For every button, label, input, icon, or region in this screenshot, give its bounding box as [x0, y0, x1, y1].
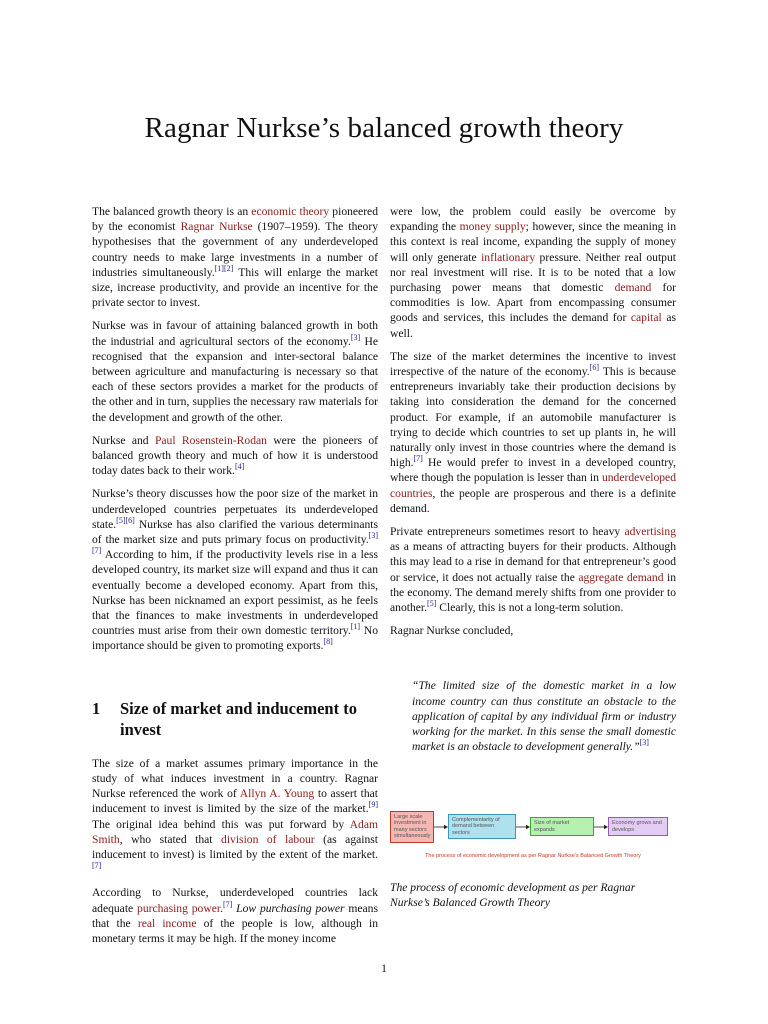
body-text: He recognised that the expansion and inter-sectoral balance between agriculture and manufacturing is necessary so that each of these sectors provides a market for the products of the other and in turn, supplies the necessary raw materials for the development and growth of the other.	[92, 334, 378, 424]
concluded-paragraph	[390, 623, 676, 638]
intro-paragraph	[92, 204, 378, 310]
section-number: 1	[92, 698, 101, 718]
wiki-link[interactable]: Ragnar Nurkse	[180, 220, 253, 234]
citation-ref[interactable]: [3]	[350, 332, 361, 342]
citation-ref[interactable]: [1][2]	[214, 263, 234, 273]
body-text: , the people are prosperous and there is a definite demand.	[390, 486, 676, 515]
balanced-sectors-paragraph	[92, 318, 378, 424]
emphasis-text: Low purchasing power	[236, 901, 345, 915]
citation-ref[interactable]: [3]	[639, 738, 649, 748]
body-text: .	[220, 901, 223, 915]
body-text: Private entrepreneurs sometimes resort to heavy	[390, 525, 625, 539]
wiki-link[interactable]: advertising	[624, 525, 676, 539]
wiki-link[interactable]: demand	[614, 281, 652, 295]
flow-box-economy-grows: Economy grows and develops	[608, 817, 668, 836]
body-text: for commodities is low. Apart from encompassing consumer goods and services, this includes the demand for	[390, 281, 676, 325]
body-text: “The limited size of the domestic market in a low income country can thus constitute an obstacle to the application of capital by any individual firm or industry working for the market. In this sense the small domestic market is an obstacle to development generally.”	[412, 679, 676, 754]
nurkse-quote	[412, 678, 676, 754]
wiki-link[interactable]: inflationary	[481, 250, 536, 264]
wiki-link[interactable]: underdeveloped countries	[390, 471, 676, 500]
wiki-link[interactable]: division of labour	[221, 832, 315, 846]
body-text: in the economy. The demand merely shifts from one provider to another.	[390, 570, 677, 615]
body-text: (as against inducement to invest) is limited by the extent of the market.	[92, 832, 379, 861]
money-supply-paragraph	[390, 204, 676, 341]
body-text: Nurkse was in favour of attaining balanced growth in both the industrial and agricultural sectors of the economy.	[92, 319, 378, 348]
body-text: as well.	[390, 311, 676, 340]
body-text: to assert that inducement to invest is limited by the size of the market.	[92, 787, 379, 816]
incentive-paragraph	[390, 349, 676, 516]
body-text: of the people is low, although in monetary terms it may be high. If the money income	[92, 916, 378, 945]
wiki-link[interactable]: real income	[137, 916, 197, 930]
citation-ref[interactable]: [1]	[350, 622, 361, 632]
pioneers-paragraph	[92, 433, 378, 479]
figure-caption: The process of economic development as per Ragnar Nurkse’s Balanced Growth Theory	[390, 880, 636, 909]
citation-ref[interactable]: [7]	[413, 454, 423, 464]
citation-ref[interactable]: [5]	[427, 599, 437, 609]
body-text: were the pioneers of balanced growth theory and much of how it is understood today dates back to their work.	[92, 433, 378, 478]
body-text: He would prefer to invest in a developed country, where though the population is lesser than in	[390, 456, 676, 485]
wiki-link[interactable]: economic theory	[251, 205, 330, 218]
advertising-paragraph	[390, 524, 676, 615]
body-text: Nurkse and	[92, 433, 155, 447]
body-text: Clearly, this is not a long-term solution.	[436, 601, 624, 615]
market-importance-paragraph	[92, 756, 378, 878]
citation-ref[interactable]: [5][6]	[116, 516, 135, 525]
wiki-link[interactable]: purchasing power	[137, 901, 221, 915]
body-text: , who stated that	[119, 832, 222, 846]
body-text: pressure. Neither real output nor real investment will rise. It is to be noted that a low purchasing power means that domestic	[390, 250, 676, 295]
citation-ref[interactable]: [4]	[234, 462, 245, 472]
body-text: Ragnar Nurkse concluded,	[390, 624, 514, 638]
flow-box-complementarity: Complementarity of demand between sectors	[448, 814, 516, 840]
citation-ref[interactable]: [8]	[323, 637, 333, 647]
body-text: Nurkse’s theory discusses how the poor size of the market in underdeveloped countries perpetuates its underdeveloped state.	[92, 487, 378, 531]
right-column	[390, 204, 676, 910]
body-text: This will enlarge the market size, increase productivity, and provide an incentive for the private sector to invest.	[92, 265, 378, 310]
wiki-link[interactable]: aggregate demand	[578, 570, 664, 584]
wiki-link[interactable]: Allyn A. Young	[239, 787, 315, 801]
market-size-paragraph	[92, 486, 378, 653]
wiki-link[interactable]: Paul Rosenstein-Rodan	[154, 433, 267, 447]
section-heading	[92, 698, 378, 740]
purchasing-power-paragraph	[92, 885, 378, 946]
page-title: Ragnar Nurkse’s balanced growth theory	[144, 112, 624, 144]
wiki-link[interactable]: capital	[630, 311, 662, 325]
arrow-right-icon	[434, 824, 448, 830]
citation-ref[interactable]: [7]	[222, 899, 233, 909]
flow-caption: The process of economic development as per Ragnar Nurkse's Balanced Growth Theory	[425, 852, 641, 859]
citation-ref[interactable]: [3][7]	[92, 531, 378, 556]
citation-ref[interactable]: [6]	[589, 363, 599, 373]
wiki-link[interactable]: Adam Smith	[92, 817, 378, 846]
body-text: as a means of attracting buyers for their products. Although this may lead to a rise in demand for that entrepreneur’s good or service, it does not actually raise the	[390, 540, 676, 584]
flow-diagram	[390, 811, 676, 864]
left-column	[92, 204, 378, 954]
body-text: The balanced growth theory is an	[92, 205, 252, 218]
citation-ref[interactable]: [7]	[92, 861, 102, 871]
arrow-right-icon	[594, 824, 608, 830]
page-number: 1	[381, 962, 387, 975]
body-text: According to him, if the productivity levels rise in a less developed country, its market size will expand and thus it can eventually become a developed economy. Apart from this, Nurkse has been nicknamed an export pessimist, as he feels that the finances to make investments in underdeveloped countries must arise from their own domestic territory.	[92, 548, 378, 638]
body-text: pioneered by the economist	[92, 205, 379, 234]
body-text: were low, the problem could easily be overcome by expanding the	[390, 205, 676, 234]
body-text: This is because entrepreneurs invariably take their production decisions by taking into consideration the demand for the concerned product. For example, if an automobile manufacturer is trying to decide which countries to set up plants in, he will naturally only invest in those countries where the demand is high.	[390, 365, 676, 470]
body-text: The original idea behind this was put forward by	[92, 817, 350, 831]
flow-box-investment: Large scale investment in many sectors simultaneously	[390, 811, 434, 843]
flow-box-market-expands: Size of market expands	[530, 817, 594, 836]
citation-ref[interactable]: [9]	[368, 800, 378, 810]
body-text: The size of a market assumes primary importance in the study of what induces investment in a country. Ragnar Nurkse referenced the work of	[92, 756, 378, 801]
body-text: No importance should be given to promoting exports.	[92, 624, 378, 653]
body-text: (1907–1959). The theory hypothesises that the government of any underdeveloped country needs to make large investments in a number of industries simultaneously.	[92, 220, 378, 279]
body-text: Nurkse has also clarified the various determinants of the market size and puts primary focus on productivity.	[92, 517, 378, 547]
wiki-link[interactable]: money supply	[459, 220, 526, 234]
arrow-right-icon	[516, 824, 530, 830]
body-text: means that the	[92, 901, 378, 930]
section-title: Size of market and inducement to invest	[120, 698, 357, 739]
body-text: The size of the market determines the incentive to invest irrespective of the nature of the economy.	[390, 349, 676, 379]
body-text: ; however, since the meaning in this context is real income, expanding the supply of money will only generate	[390, 220, 676, 264]
body-text: According to Nurkse, underdeveloped countries lack adequate	[92, 886, 378, 915]
